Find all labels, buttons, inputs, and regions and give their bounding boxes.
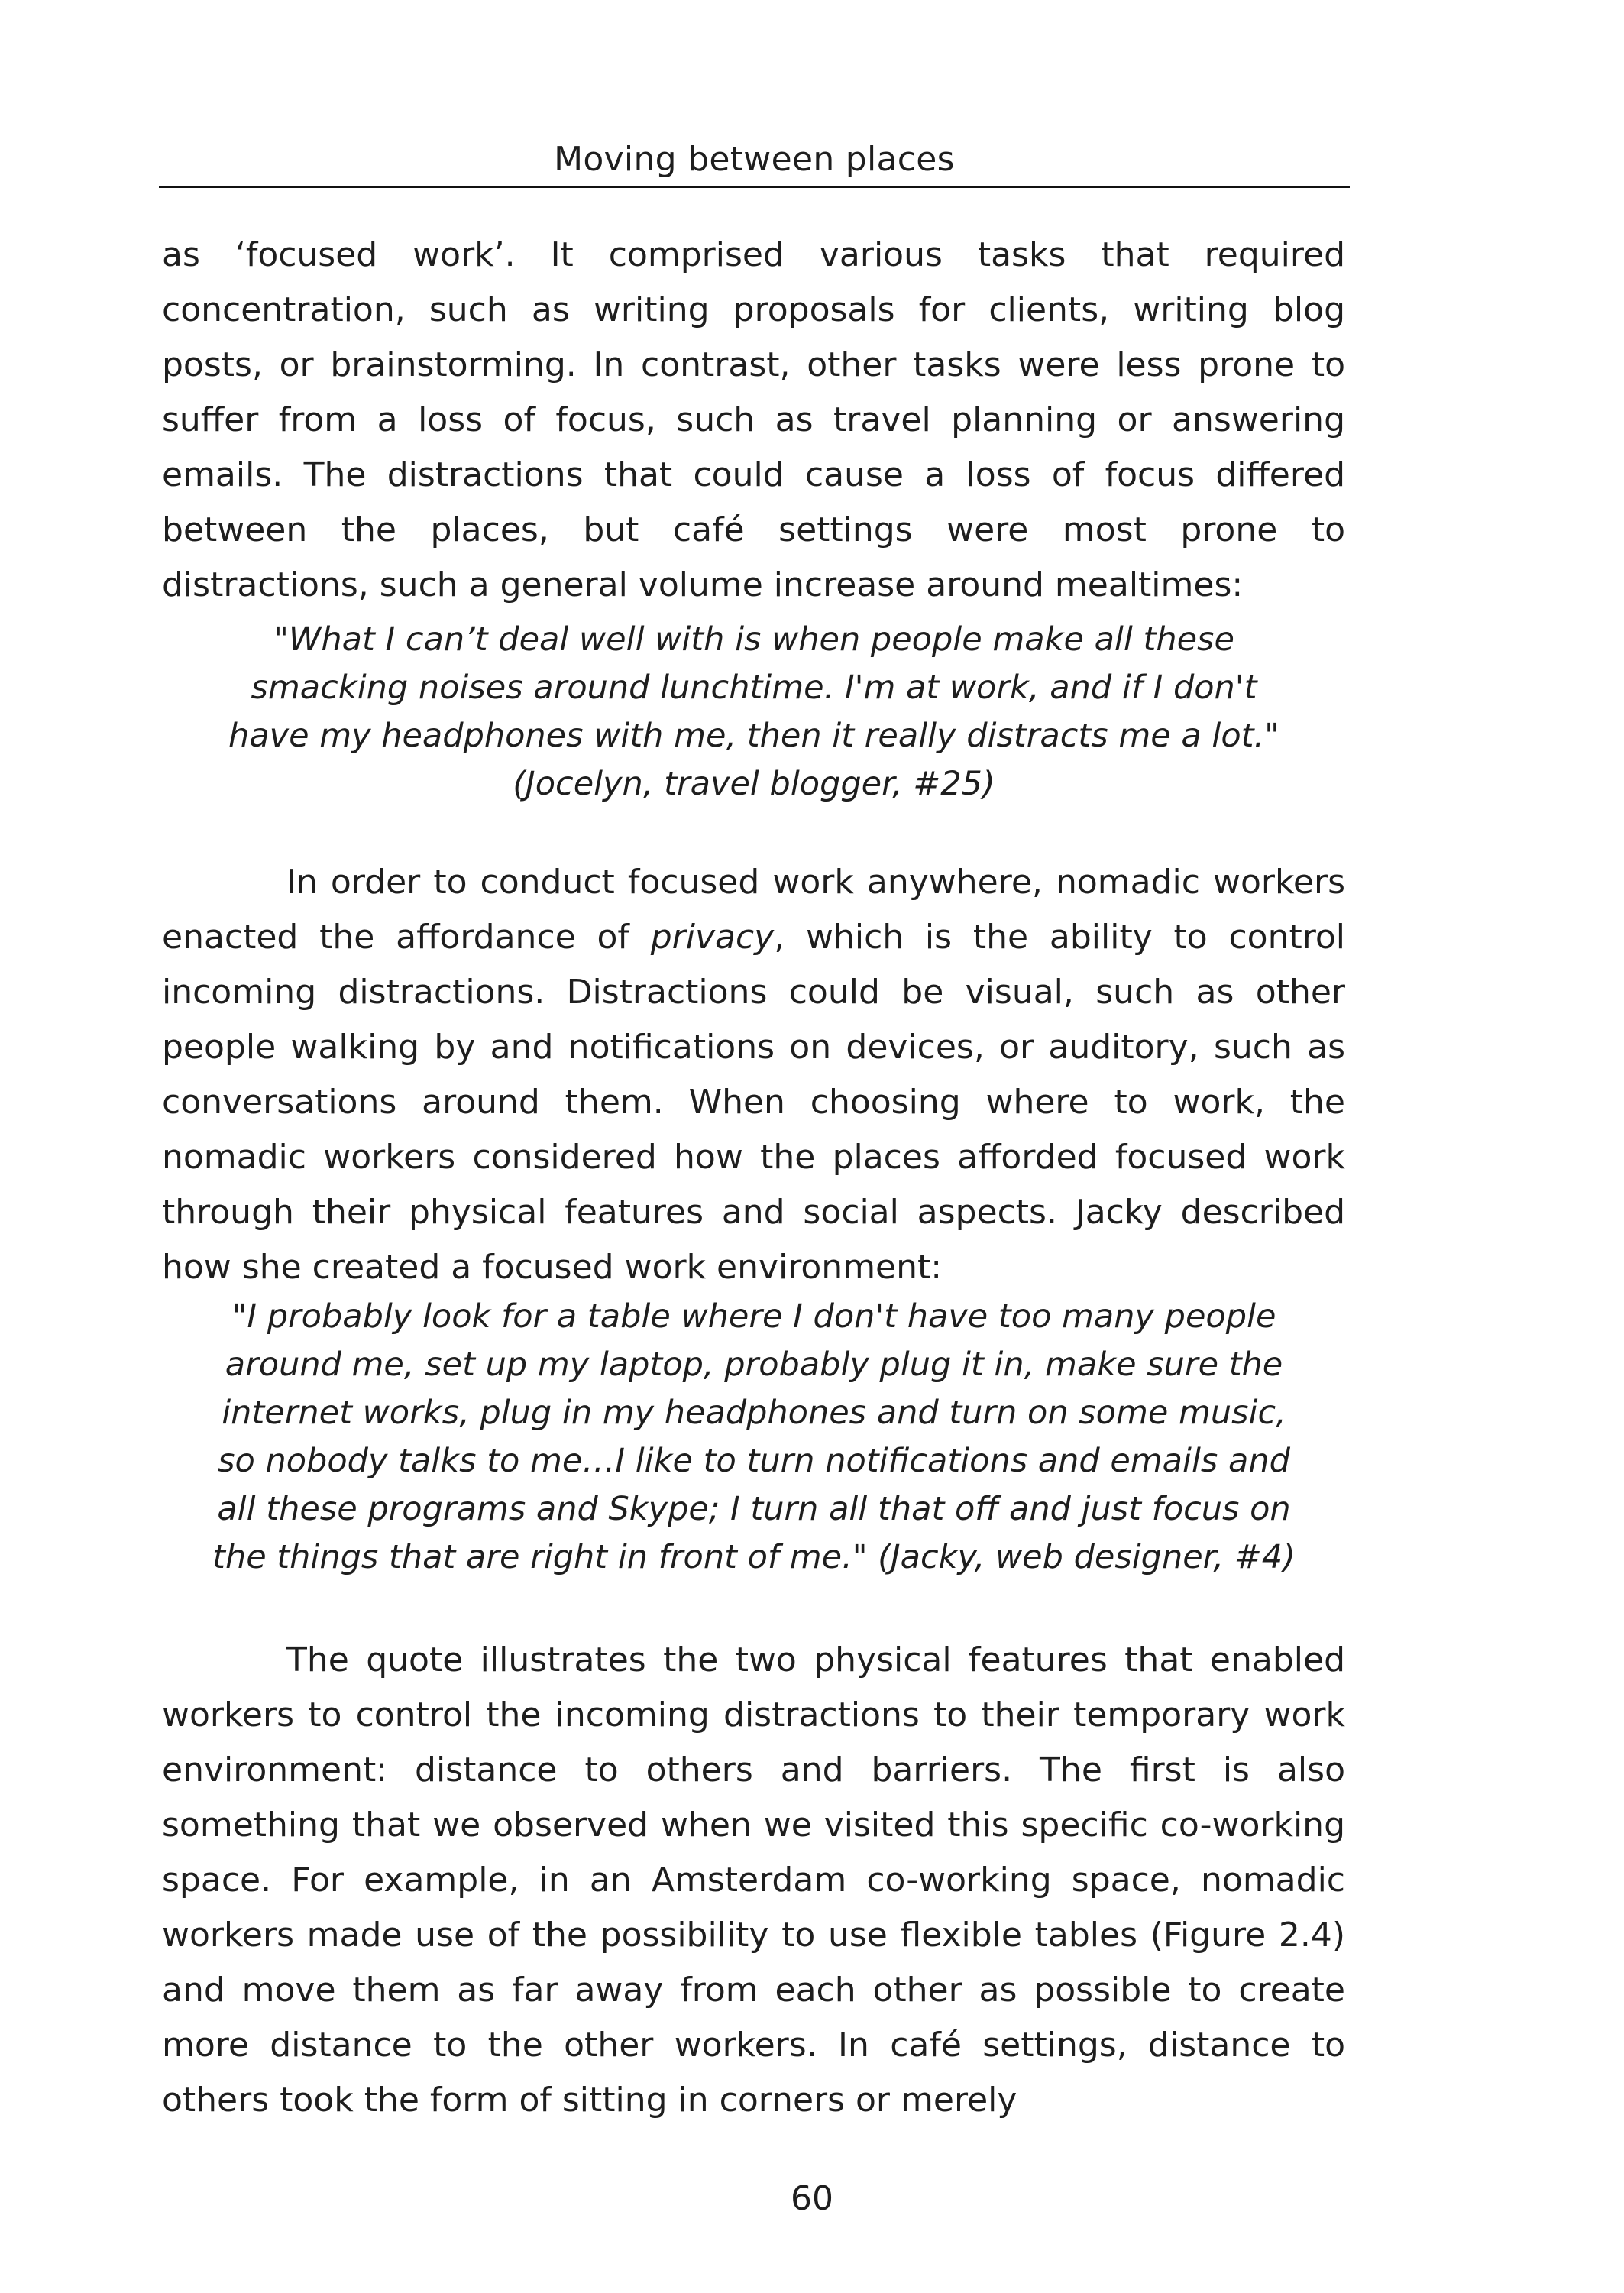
block-quote-jacky: "I probably look for a table where I don't have too many people around me, set up my laptop, probably plug it in, make sure the internet works, plug in my headphones and turn on some music, so nobody talks to me…I like to turn notifications and emails and all these programs and Skype; I turn all that off and just focus on the things that are right in front of me." (Jacky, web designer, #4)	[212, 1297, 1296, 1576]
block-quote-jocelyn: "What I can’t deal well with is when people make all these smacking noises around lunchtime. I'm at work, and if I don't have my headphones with me, then it really distracts me a lot." (Jocelyn, travel blogger, #25)	[228, 620, 1279, 803]
running-header: Moving between places	[554, 140, 955, 179]
body-paragraph-3: The quote illustrates the two physical features that enabled workers to control the incoming distractions to their temporary work environment: distance to others and barriers. The first is also something that we observed when we visited this specific co-working space. For example, in an Amsterdam co-working space, nomadic workers made use of the possibility to use flexible tables (Figure 2.4) and move them as far away from each other as possible to create more distance to the other workers. In café settings, distance to others took the form of sitting in corners or merely	[162, 1640, 1345, 2120]
paragraph-2-text-start: In order to conduct focused work anywhere, nomadic workers enacted the affordance of	[162, 863, 1345, 957]
body-paragraph-2	[162, 855, 1345, 1295]
body-paragraph-1: as ‘focused work’. It comprised various tasks that required concentration, such as writing proposals for clients, writing blog posts, or brainstorming. In contrast, other tasks were less prone to suffer from a loss of focus, such as travel planning or answering emails. The distractions that could cause a loss of focus differed between the places, but café settings were most prone to distractions, such a general volume increase around mealtimes:	[162, 235, 1345, 604]
privacy-emphasis: privacy	[650, 918, 775, 957]
paragraph-2-text-end: , which is the ability to control incoming distractions. Distractions could be visual, such as other people walking by and notifications on devices, or auditory, such as conversations around them. When choosing where to work, the nomadic workers considered how the places afforded focused work through their physical features and social aspects. Jacky described how she created a focused work environment:	[162, 918, 1345, 1287]
header-rule	[159, 186, 1350, 188]
page-number: 60	[791, 2179, 833, 2218]
